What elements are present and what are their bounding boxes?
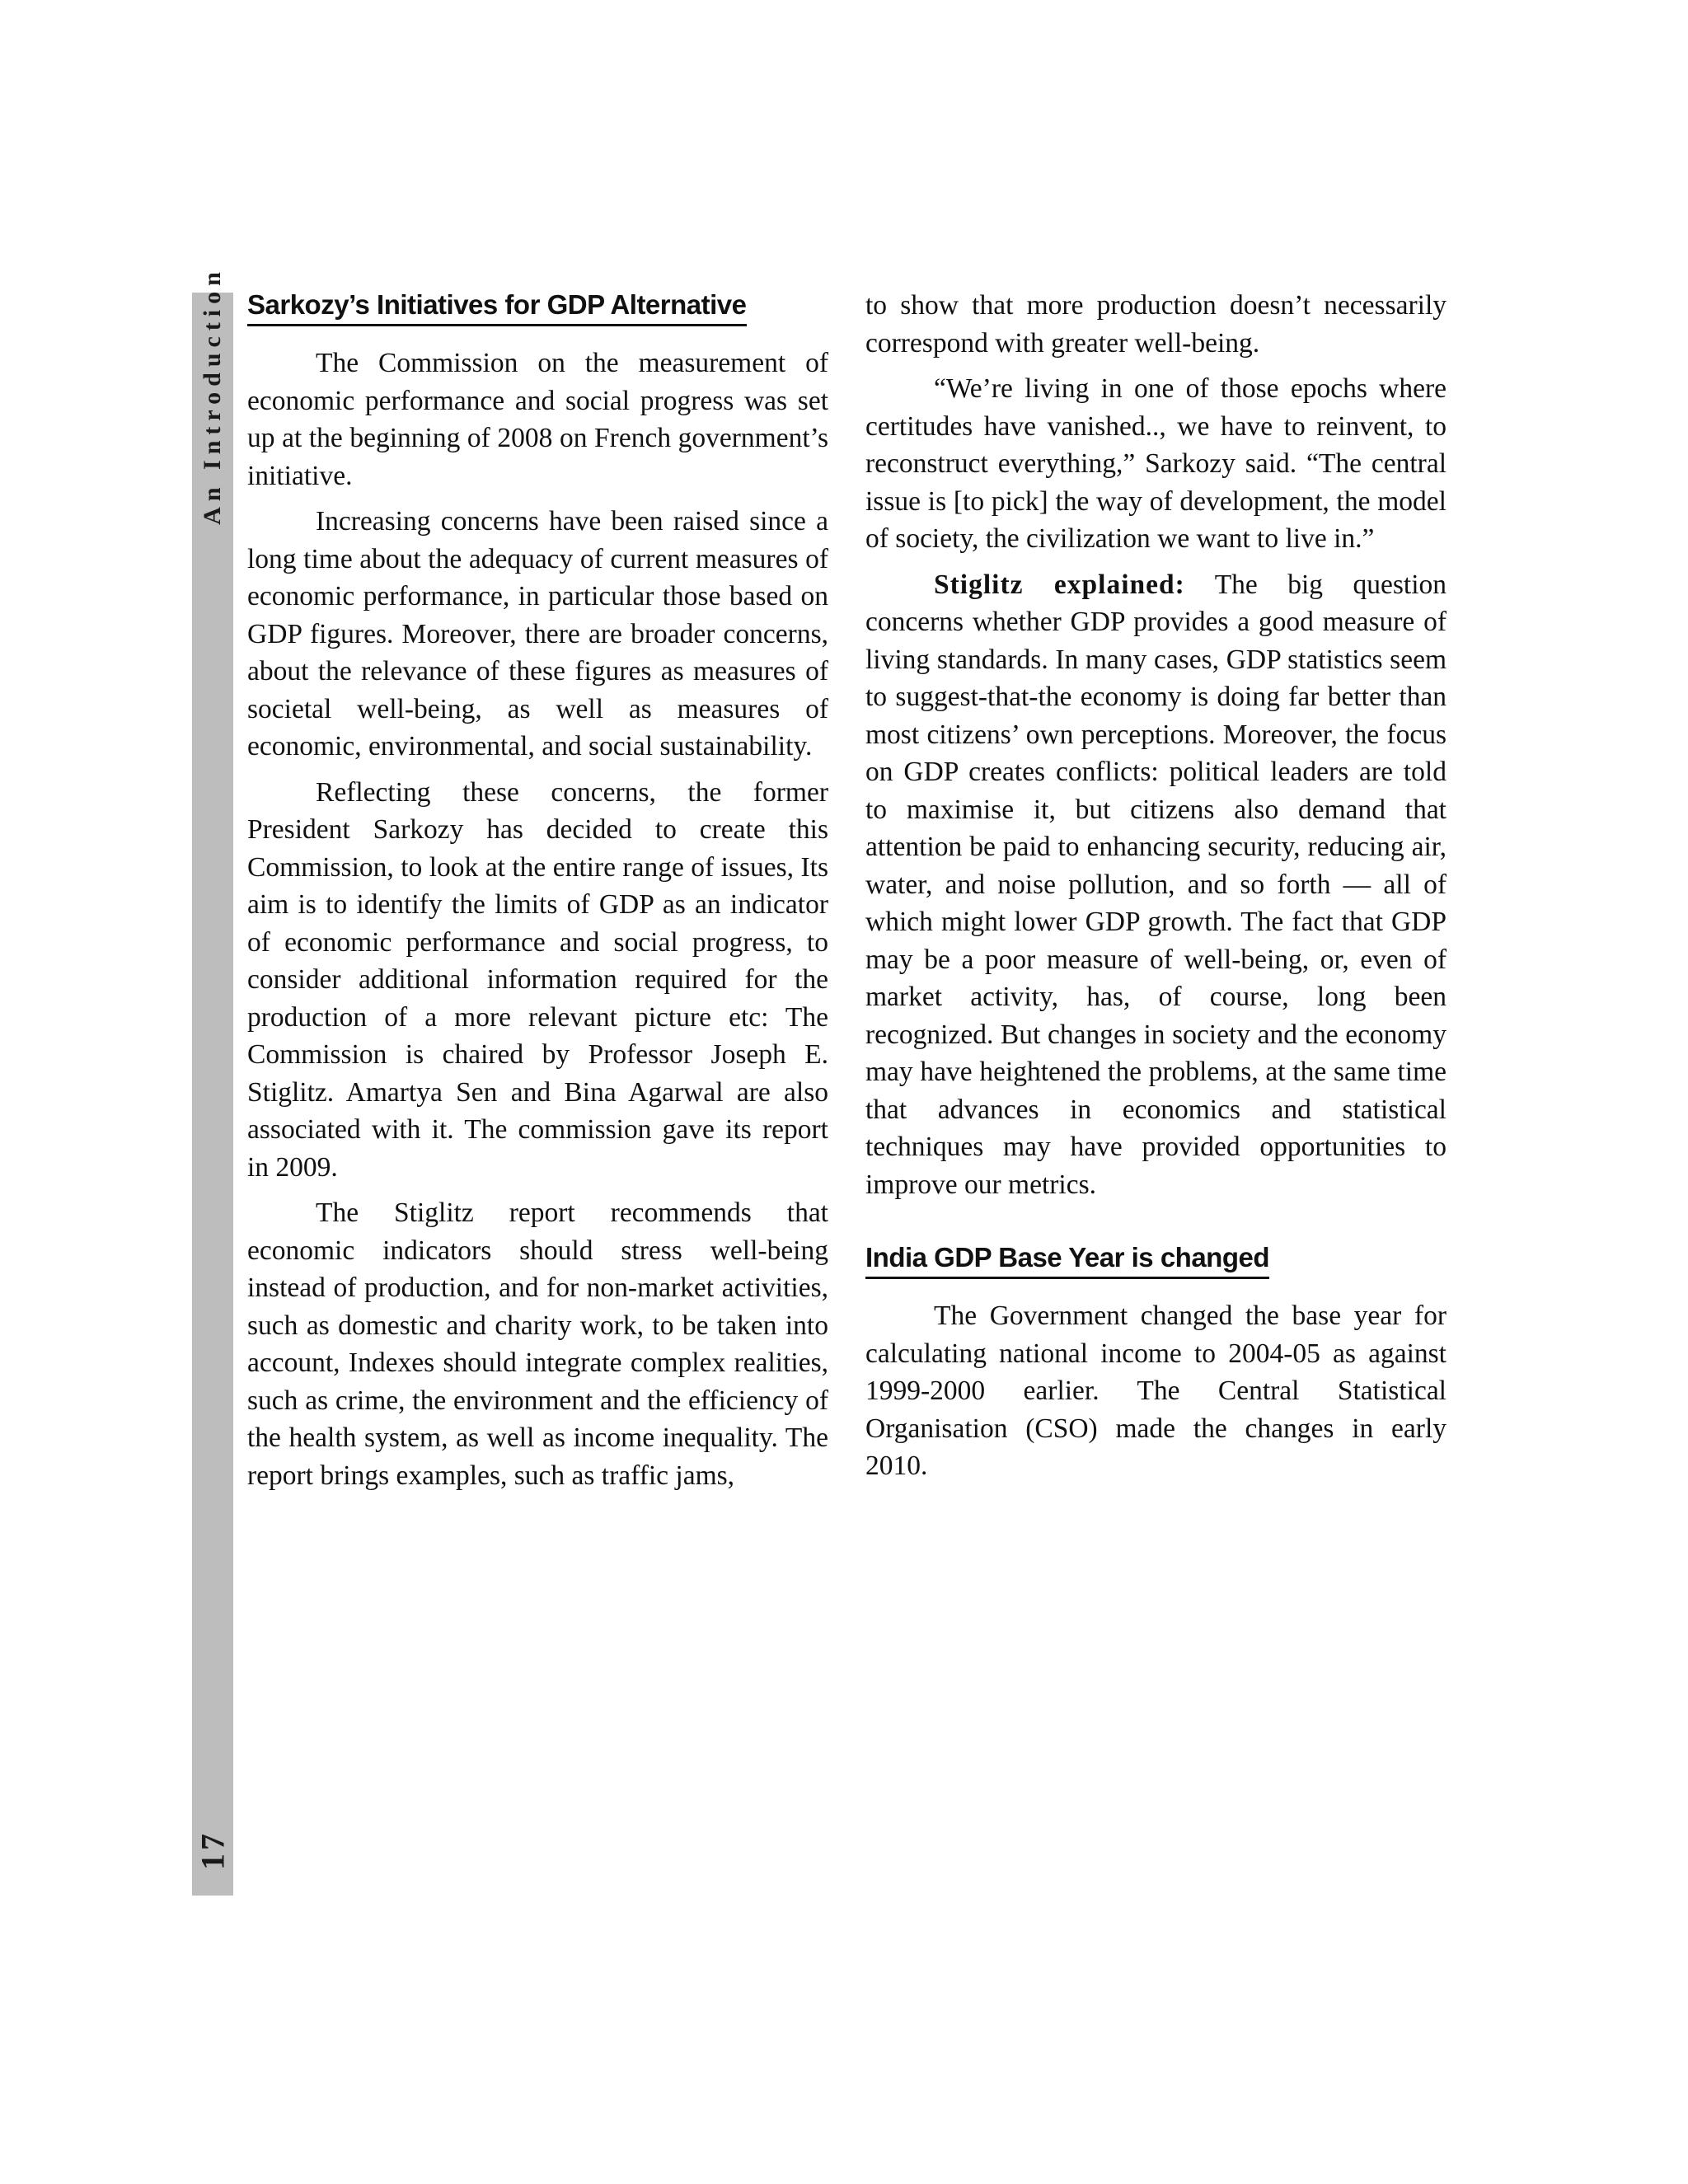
paragraph-continuation: to show that more production doesn’t necessarily correspond with greater well-being. (865, 290, 1447, 359)
right-column (865, 287, 1447, 1493)
running-header: An Introduction (199, 266, 226, 525)
paragraph-concerns: Increasing concerns have been raised since a long time about the adequacy of current measures of economic performance, in particular those based on GDP figures. Moreover, there are broader concerns, about the relevance of these figures as measures of societal well-being, as well as measures of economic, environmental, and social sustainability. (247, 506, 828, 762)
stiglitz-text: The big question concerns whether GDP provides a good measure of living standards. In many cases, GDP statistics seem to suggest-that-the economy is doing far better than most citizens’ own perceptions. Moreover, the focus on GDP creates conflicts: political leaders are told to maximise it, but citizens also demand that attention be paid to enhancing security, reducing air, water, and noise pollution, and so forth — all of which might lower GDP growth. The fact that GDP may be a poor measure of well-being, or, even of market activity, has, of course, long been recognized. But changes in society and the economy may have heightened the problems, at the same time that advances in economics and statistical techniques may have provided opportunities to improve our metrics. (865, 569, 1447, 1200)
page-number: 17 (194, 1830, 232, 1870)
paragraph-stiglitz-explained (865, 566, 1447, 1204)
paragraph-reflecting: Reflecting these concerns, the former President Sarkozy has decided to create this Commission, to look at the entire range of issues, Its aim is to identify the limits of GDP as an indicator of economic performance and social progress, to consider additional information required for the production of a more relevant picture etc: The Commission is chaired by Professor Joseph E. Stiglitz. Amartya Sen and Bina Agarwal are also associated with it. The commission gave its report in 2009. (247, 776, 828, 1183)
paragraph-commission: The Commission on the measurement of economic performance and social progress was set up at the beginning of 2008 on French government’s initiative. (247, 348, 828, 491)
side-margin-bar (192, 293, 233, 1896)
paragraph-stiglitz-report: The Stiglitz report recommends that economic indicators should stress well-being instead of production, and for non-market activities, such as domestic and charity work, to be taken into account, Indexes should integrate complex realities, such as crime, the environment and the efficiency of the health system, as well as income inequality. The report brings examples, such as traffic jams, (247, 1197, 828, 1491)
section-base-year (865, 1240, 1447, 1485)
stiglitz-lead: Stiglitz explained: (934, 569, 1185, 600)
section-heading-base-year: India GDP Base Year is changed (865, 1240, 1269, 1279)
section-heading-sarkozy: Sarkozy’s Initiatives for GDP Alternative (247, 287, 747, 326)
left-column (247, 287, 828, 1502)
paragraph-base-year: The Government changed the base year for calculating national income to 2004-05 as against 1999-2000 earlier. The Central Statistical Organisation (CSO) made the changes in early 2010. (865, 1301, 1447, 1481)
paragraph-sarkozy-quote: “We’re living in one of those epochs where certitudes have vanished.., we have to reinvent, to reconstruct everything,” Sarkozy said. “The central issue is [to pick] the way of development, the model of society, the civilization we want to live in.” (865, 373, 1447, 554)
